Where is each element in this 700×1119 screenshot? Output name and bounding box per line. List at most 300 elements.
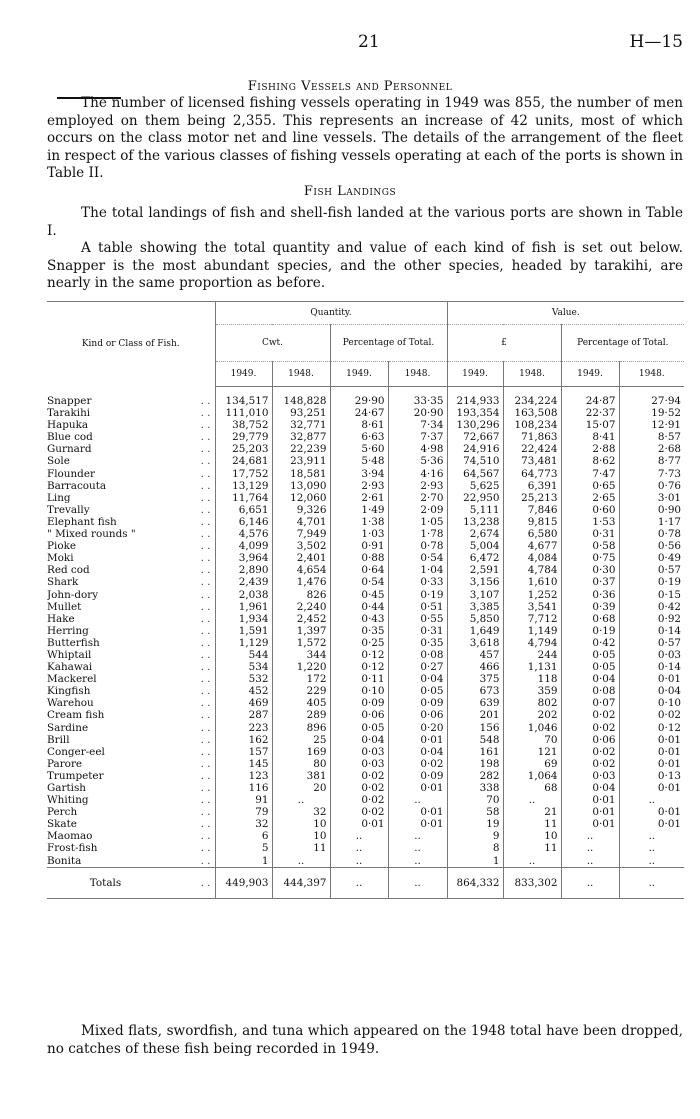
cell-value: 22,424	[503, 443, 561, 455]
fish-name: Tarakihi	[47, 407, 91, 420]
cell-value: 2·88	[561, 443, 619, 455]
cell-value: 1	[215, 855, 272, 868]
cell-value: 534	[215, 661, 272, 673]
fish-name: Bonita	[47, 854, 82, 867]
cell-value: 0·01	[619, 673, 684, 685]
cell-value: 3,385	[447, 601, 503, 613]
header-cwt: Cwt.	[215, 325, 330, 362]
fish-name: Moki	[47, 552, 74, 565]
cell-value: 2,674	[447, 528, 503, 540]
cell-value: 8·77	[619, 455, 684, 467]
cell-value: 0·20	[388, 722, 447, 734]
cell-value: 449,903	[215, 867, 272, 898]
leader-dots: . .	[200, 794, 211, 807]
leader-dots: . .	[200, 588, 211, 601]
fish-name: Elephant fish	[47, 515, 117, 528]
header-value: Value.	[447, 302, 684, 325]
cell-value: 121	[503, 746, 561, 758]
cell-value: 0·12	[619, 722, 684, 734]
cell-value: 4,701	[272, 516, 330, 528]
cell-value: 163,508	[503, 407, 561, 419]
cell-value: 6,146	[215, 516, 272, 528]
paragraph-text: The number of licensed fishing vessels operating in 1949 was 855, the number of men employed on them being 2,355. This represents an increase of 42 units, most of which occurs on the class motor net and line vessels. The details of the arrangement of the fleet in respect of the various classes of fishing vessels operating at each of the ports is shown in Table II.	[47, 95, 683, 181]
cell-value: 0·42	[561, 637, 619, 649]
cell-value: ..	[330, 867, 388, 898]
leader-dots: . .	[200, 624, 211, 637]
cell-value: 0·04	[388, 673, 447, 685]
cell-value: ..	[272, 794, 330, 806]
cell-value: 7·73	[619, 468, 684, 480]
cell-value: 0·37	[561, 576, 619, 588]
cell-value: 0·10	[330, 685, 388, 697]
header-pct-value: Percentage of Total.	[561, 325, 684, 362]
table-row	[47, 504, 684, 516]
cell-value: 3,618	[447, 637, 503, 649]
cell-value: 0·06	[388, 709, 447, 721]
cell-value: 2·09	[388, 504, 447, 516]
table-row	[47, 455, 684, 467]
cell-value: 157	[215, 746, 272, 758]
cell-value: 11,764	[215, 492, 272, 504]
cell-value: 2,401	[272, 552, 330, 564]
cell-value: 0·02	[561, 709, 619, 721]
cell-value: ..	[388, 794, 447, 806]
table-row	[47, 528, 684, 540]
leader-dots: . .	[200, 407, 211, 420]
leader-dots: . .	[200, 419, 211, 432]
cell-value: 289	[272, 709, 330, 721]
cell-value: 71,863	[503, 431, 561, 443]
table-row	[47, 722, 684, 734]
cell-value: 2·93	[388, 480, 447, 492]
paragraph-text: A table showing the total quantity and value of each kind of fish is set out below. Snapper is the most abundant species, and the other species, headed by tarakihi, are nearly in the same proportion as before.	[47, 240, 683, 291]
table-row	[47, 830, 684, 842]
fish-name: Gartish	[47, 782, 86, 794]
cell-value: 544	[215, 649, 272, 661]
paragraph-landings-1	[47, 205, 683, 240]
cell-value: 1,131	[503, 661, 561, 673]
cell-value: ..	[619, 842, 684, 854]
fish-name: Herring	[47, 624, 89, 637]
fish-name: Frost-fish	[47, 842, 98, 855]
cell-value: 74,510	[447, 455, 503, 467]
cell-value: 0·55	[388, 613, 447, 625]
cell-value: 70	[447, 794, 503, 806]
cell-value: 1,610	[503, 576, 561, 588]
cell-value: 639	[447, 697, 503, 709]
cell-value: 0·07	[561, 697, 619, 709]
cell-value: 10	[272, 818, 330, 830]
table-row	[47, 601, 684, 613]
cell-value: 2·93	[330, 480, 388, 492]
cell-value: 22,239	[272, 443, 330, 455]
table-row	[47, 625, 684, 637]
cell-value: 1·03	[330, 528, 388, 540]
cell-value: 3·94	[330, 468, 388, 480]
table-row	[47, 564, 684, 576]
table-row	[47, 516, 684, 528]
cell-value: 2,452	[272, 613, 330, 625]
cell-value: 22,950	[447, 492, 503, 504]
cell-value: 457	[447, 649, 503, 661]
cell-value: 0·92	[619, 613, 684, 625]
cell-value: 0·51	[388, 601, 447, 613]
fish-name: Skate	[47, 818, 77, 831]
cell-value: 1,476	[272, 576, 330, 588]
cell-value: ..	[619, 794, 684, 806]
cell-value: 0·60	[561, 504, 619, 516]
cell-value: 0·09	[388, 697, 447, 709]
cell-value: 0·03	[619, 649, 684, 661]
cell-value: 0·01	[619, 806, 684, 818]
cell-value: 64,773	[503, 468, 561, 480]
cell-value: 0·08	[388, 649, 447, 661]
cell-value: 116	[215, 782, 272, 794]
table-row	[47, 431, 684, 443]
cell-value: 33·35	[388, 395, 447, 407]
header-year: 1948.	[388, 362, 447, 387]
cell-value: 21	[503, 806, 561, 818]
leader-dots: . .	[200, 685, 211, 698]
cell-value: 0·02	[330, 770, 388, 782]
cell-value: 2,591	[447, 564, 503, 576]
cell-value: 0·65	[561, 480, 619, 492]
cell-value: ..	[388, 830, 447, 842]
cell-value: 0·44	[330, 601, 388, 613]
cell-value: 25	[272, 734, 330, 746]
cell-value: 4,654	[272, 564, 330, 576]
cell-value: 0·06	[561, 734, 619, 746]
fish-name: Parore	[47, 757, 83, 770]
cell-value: 9,326	[272, 504, 330, 516]
table-body	[47, 395, 684, 867]
leader-dots: . .	[200, 757, 211, 770]
header-year: 1949.	[447, 362, 503, 387]
cell-value: 1,934	[215, 613, 272, 625]
cell-value: 10	[272, 830, 330, 842]
cell-value: 13,090	[272, 480, 330, 492]
cell-value: 5·60	[330, 443, 388, 455]
cell-value: 7,846	[503, 504, 561, 516]
cell-value: 58	[447, 806, 503, 818]
cell-value: 6	[215, 830, 272, 842]
cell-value: ..	[503, 855, 561, 868]
cell-value: 0·33	[388, 576, 447, 588]
cell-value: 0·78	[619, 528, 684, 540]
fish-name: Trevally	[47, 503, 90, 516]
cell-value: 1·04	[388, 564, 447, 576]
leader-dots: . .	[200, 661, 211, 674]
cell-value: 223	[215, 722, 272, 734]
leader-dots: . .	[200, 842, 211, 855]
cell-value: 1,397	[272, 625, 330, 637]
fish-name: Maomao	[47, 830, 93, 843]
cell-value: 0·64	[330, 564, 388, 576]
fish-name: Hapuka	[47, 419, 89, 432]
cell-value: 24·67	[330, 407, 388, 419]
cell-value: 2·70	[388, 492, 447, 504]
cell-value: 0·11	[330, 673, 388, 685]
cell-value: 11	[503, 842, 561, 854]
table-row	[47, 709, 684, 721]
cell-value: 6,651	[215, 504, 272, 516]
table-row	[47, 855, 684, 868]
cell-value: ..	[619, 867, 684, 898]
cell-value: 375	[447, 673, 503, 685]
leader-dots: . .	[200, 540, 211, 553]
cell-value: 0·02	[561, 746, 619, 758]
cell-value: 1·05	[388, 516, 447, 528]
fish-name: Pioke	[47, 540, 77, 553]
section-heading-landings: Fish Landings	[303, 184, 397, 199]
cell-value: 2·65	[561, 492, 619, 504]
cell-value: 24,681	[215, 455, 272, 467]
fish-name: Snapper	[47, 395, 92, 407]
cell-value: 10	[503, 830, 561, 842]
cell-value: 1,129	[215, 637, 272, 649]
cell-value: 0·01	[619, 782, 684, 794]
cell-value: 2,439	[215, 576, 272, 588]
table-row	[47, 697, 684, 709]
cell-value: 4,576	[215, 528, 272, 540]
cell-value: 0·42	[619, 601, 684, 613]
cell-value: 0·02	[561, 722, 619, 734]
table-row	[47, 758, 684, 770]
cell-value: 162	[215, 734, 272, 746]
fish-name: " Mixed rounds "	[47, 528, 136, 541]
cell-value: 1,591	[215, 625, 272, 637]
cell-value: 0·01	[388, 734, 447, 746]
cell-value: 91	[215, 794, 272, 806]
cell-value: 802	[503, 697, 561, 709]
cell-value: 0·01	[330, 818, 388, 830]
cell-value: 0·31	[388, 625, 447, 637]
cell-value: 0·01	[388, 782, 447, 794]
table-row	[47, 661, 684, 673]
cell-value: 3,502	[272, 540, 330, 552]
table-row	[47, 552, 684, 564]
leader-dots: . .	[200, 782, 211, 794]
cell-value: 234,224	[503, 395, 561, 407]
cell-value: 0·12	[330, 649, 388, 661]
cell-value: 2·61	[330, 492, 388, 504]
cell-value: 134,517	[215, 395, 272, 407]
cell-value: 0·10	[619, 697, 684, 709]
cell-value: 4,084	[503, 552, 561, 564]
header-kind: Kind or Class of Fish.	[47, 302, 215, 387]
header-year: 1949.	[330, 362, 388, 387]
cell-value: 19·52	[619, 407, 684, 419]
cell-value: 1,252	[503, 589, 561, 601]
fish-name: Brill	[47, 733, 70, 746]
leader-dots: . .	[200, 636, 211, 649]
fish-name: Flounder	[47, 467, 95, 480]
cell-value: 68	[503, 782, 561, 794]
cell-value: ..	[619, 830, 684, 842]
table-row	[47, 770, 684, 782]
leader-dots: . .	[200, 552, 211, 565]
cell-value: 0·05	[561, 661, 619, 673]
cell-value: 27·94	[619, 395, 684, 407]
cell-value: 20	[272, 782, 330, 794]
leader-dots: . .	[200, 769, 211, 782]
cell-value: 19	[447, 818, 503, 830]
cell-value: 444,397	[272, 867, 330, 898]
leader-dots: . .	[200, 443, 211, 456]
leader-dots: . .	[200, 455, 211, 468]
table-row	[47, 734, 684, 746]
fish-name: Sardine	[47, 721, 89, 734]
table-row	[47, 649, 684, 661]
cell-value: 0·02	[561, 758, 619, 770]
cell-value: 1,046	[503, 722, 561, 734]
cell-value: 156	[447, 722, 503, 734]
cell-value: 20·90	[388, 407, 447, 419]
cell-value: 7·47	[561, 468, 619, 480]
fish-name: Trumpeter	[47, 769, 104, 782]
cell-value: 0·02	[388, 758, 447, 770]
cell-value: 12·91	[619, 419, 684, 431]
cell-value: 0·01	[561, 806, 619, 818]
cell-value: 32,771	[272, 419, 330, 431]
fish-name: Hake	[47, 612, 75, 625]
cell-value: 0·25	[330, 637, 388, 649]
cell-value: 0·88	[330, 552, 388, 564]
footnote	[47, 1023, 683, 1058]
cell-value: 2,038	[215, 589, 272, 601]
cell-value: 0·19	[619, 576, 684, 588]
cell-value: 32	[215, 818, 272, 830]
header-spacer	[47, 387, 684, 396]
cell-value: 0·03	[330, 746, 388, 758]
document-code: H—15	[629, 32, 683, 52]
cell-value: 0·09	[388, 770, 447, 782]
cell-value: 0·43	[330, 613, 388, 625]
leader-dots: . .	[200, 612, 211, 625]
cell-value: 118	[503, 673, 561, 685]
leader-dots: . .	[167, 867, 215, 898]
cell-value: 111,010	[215, 407, 272, 419]
cell-value: 1·53	[561, 516, 619, 528]
cell-value: 5	[215, 842, 272, 854]
cell-value: 7·34	[388, 419, 447, 431]
cell-value: 0·04	[330, 734, 388, 746]
cell-value: ..	[561, 842, 619, 854]
leader-dots: . .	[200, 515, 211, 528]
cell-value: 17,752	[215, 468, 272, 480]
cell-value: 1·49	[330, 504, 388, 516]
cell-value: 3,541	[503, 601, 561, 613]
leader-dots: . .	[200, 503, 211, 516]
header-year: 1949.	[561, 362, 619, 387]
leader-dots: . .	[200, 648, 211, 661]
cell-value: 0·54	[330, 576, 388, 588]
cell-value: ..	[330, 855, 388, 868]
cell-value: 22·37	[561, 407, 619, 419]
cell-value: 0·90	[619, 504, 684, 516]
cell-value: 0·01	[619, 758, 684, 770]
header-year: 1948.	[272, 362, 330, 387]
cell-value: 3·01	[619, 492, 684, 504]
fish-name: Kingfish	[47, 685, 91, 698]
cell-value: 0·05	[388, 685, 447, 697]
cell-value: 0·19	[388, 589, 447, 601]
cell-value: 0·01	[619, 734, 684, 746]
header-pounds: £	[447, 325, 561, 362]
fish-name: Gurnard	[47, 443, 92, 456]
cell-value: 4,784	[503, 564, 561, 576]
cell-value: 70	[503, 734, 561, 746]
cell-value: 0·75	[561, 552, 619, 564]
cell-value: ..	[619, 855, 684, 868]
leader-dots: . .	[200, 721, 211, 734]
cell-value: 0·04	[561, 782, 619, 794]
cell-value: 287	[215, 709, 272, 721]
cell-value: 359	[503, 685, 561, 697]
fish-name: John-dory	[47, 588, 99, 601]
cell-value: 0·04	[561, 673, 619, 685]
cell-value: 381	[272, 770, 330, 782]
cell-value: ..	[272, 855, 330, 868]
cell-value: 0·03	[330, 758, 388, 770]
table-row	[47, 673, 684, 685]
cell-value: 1·38	[330, 516, 388, 528]
header-year: 1949.	[215, 362, 272, 387]
cell-value: 0·12	[330, 661, 388, 673]
cell-value: 32,877	[272, 431, 330, 443]
cell-value: 13,238	[447, 516, 503, 528]
cell-value: 5·48	[330, 455, 388, 467]
fish-name: Ling	[47, 491, 71, 504]
cell-value: 0·06	[330, 709, 388, 721]
fish-name: Barracouta	[47, 479, 107, 492]
leader-dots: . .	[200, 479, 211, 492]
cell-value: 1,649	[447, 625, 503, 637]
cell-value: 2,890	[215, 564, 272, 576]
cell-value: 0·35	[388, 637, 447, 649]
cell-value: 1	[447, 855, 503, 868]
table-row	[47, 492, 684, 504]
cell-value: 4·98	[388, 443, 447, 455]
cell-value: 0·57	[619, 637, 684, 649]
cell-value: 0·56	[619, 540, 684, 552]
cell-value: 5,111	[447, 504, 503, 516]
cell-value: 896	[272, 722, 330, 734]
cell-value: 25,203	[215, 443, 272, 455]
leader-dots: . .	[200, 697, 211, 710]
cell-value: 79	[215, 806, 272, 818]
cell-value: 0·15	[619, 589, 684, 601]
cell-value: 338	[447, 782, 503, 794]
cell-value: 5,004	[447, 540, 503, 552]
cell-value: 452	[215, 685, 272, 697]
fish-name: Butterfish	[47, 636, 100, 649]
cell-value: 4,099	[215, 540, 272, 552]
cell-value: 12,060	[272, 492, 330, 504]
table-row	[47, 794, 684, 806]
cell-value: 0·31	[561, 528, 619, 540]
cell-value: 193,354	[447, 407, 503, 419]
cell-value: 0·04	[619, 685, 684, 697]
cell-value: 202	[503, 709, 561, 721]
cell-value: 23,911	[272, 455, 330, 467]
cell-value: 282	[447, 770, 503, 782]
cell-value: 0·05	[561, 649, 619, 661]
cell-value: 8·41	[561, 431, 619, 443]
cell-value: 161	[447, 746, 503, 758]
cell-value: 229	[272, 685, 330, 697]
cell-value: 9,815	[503, 516, 561, 528]
